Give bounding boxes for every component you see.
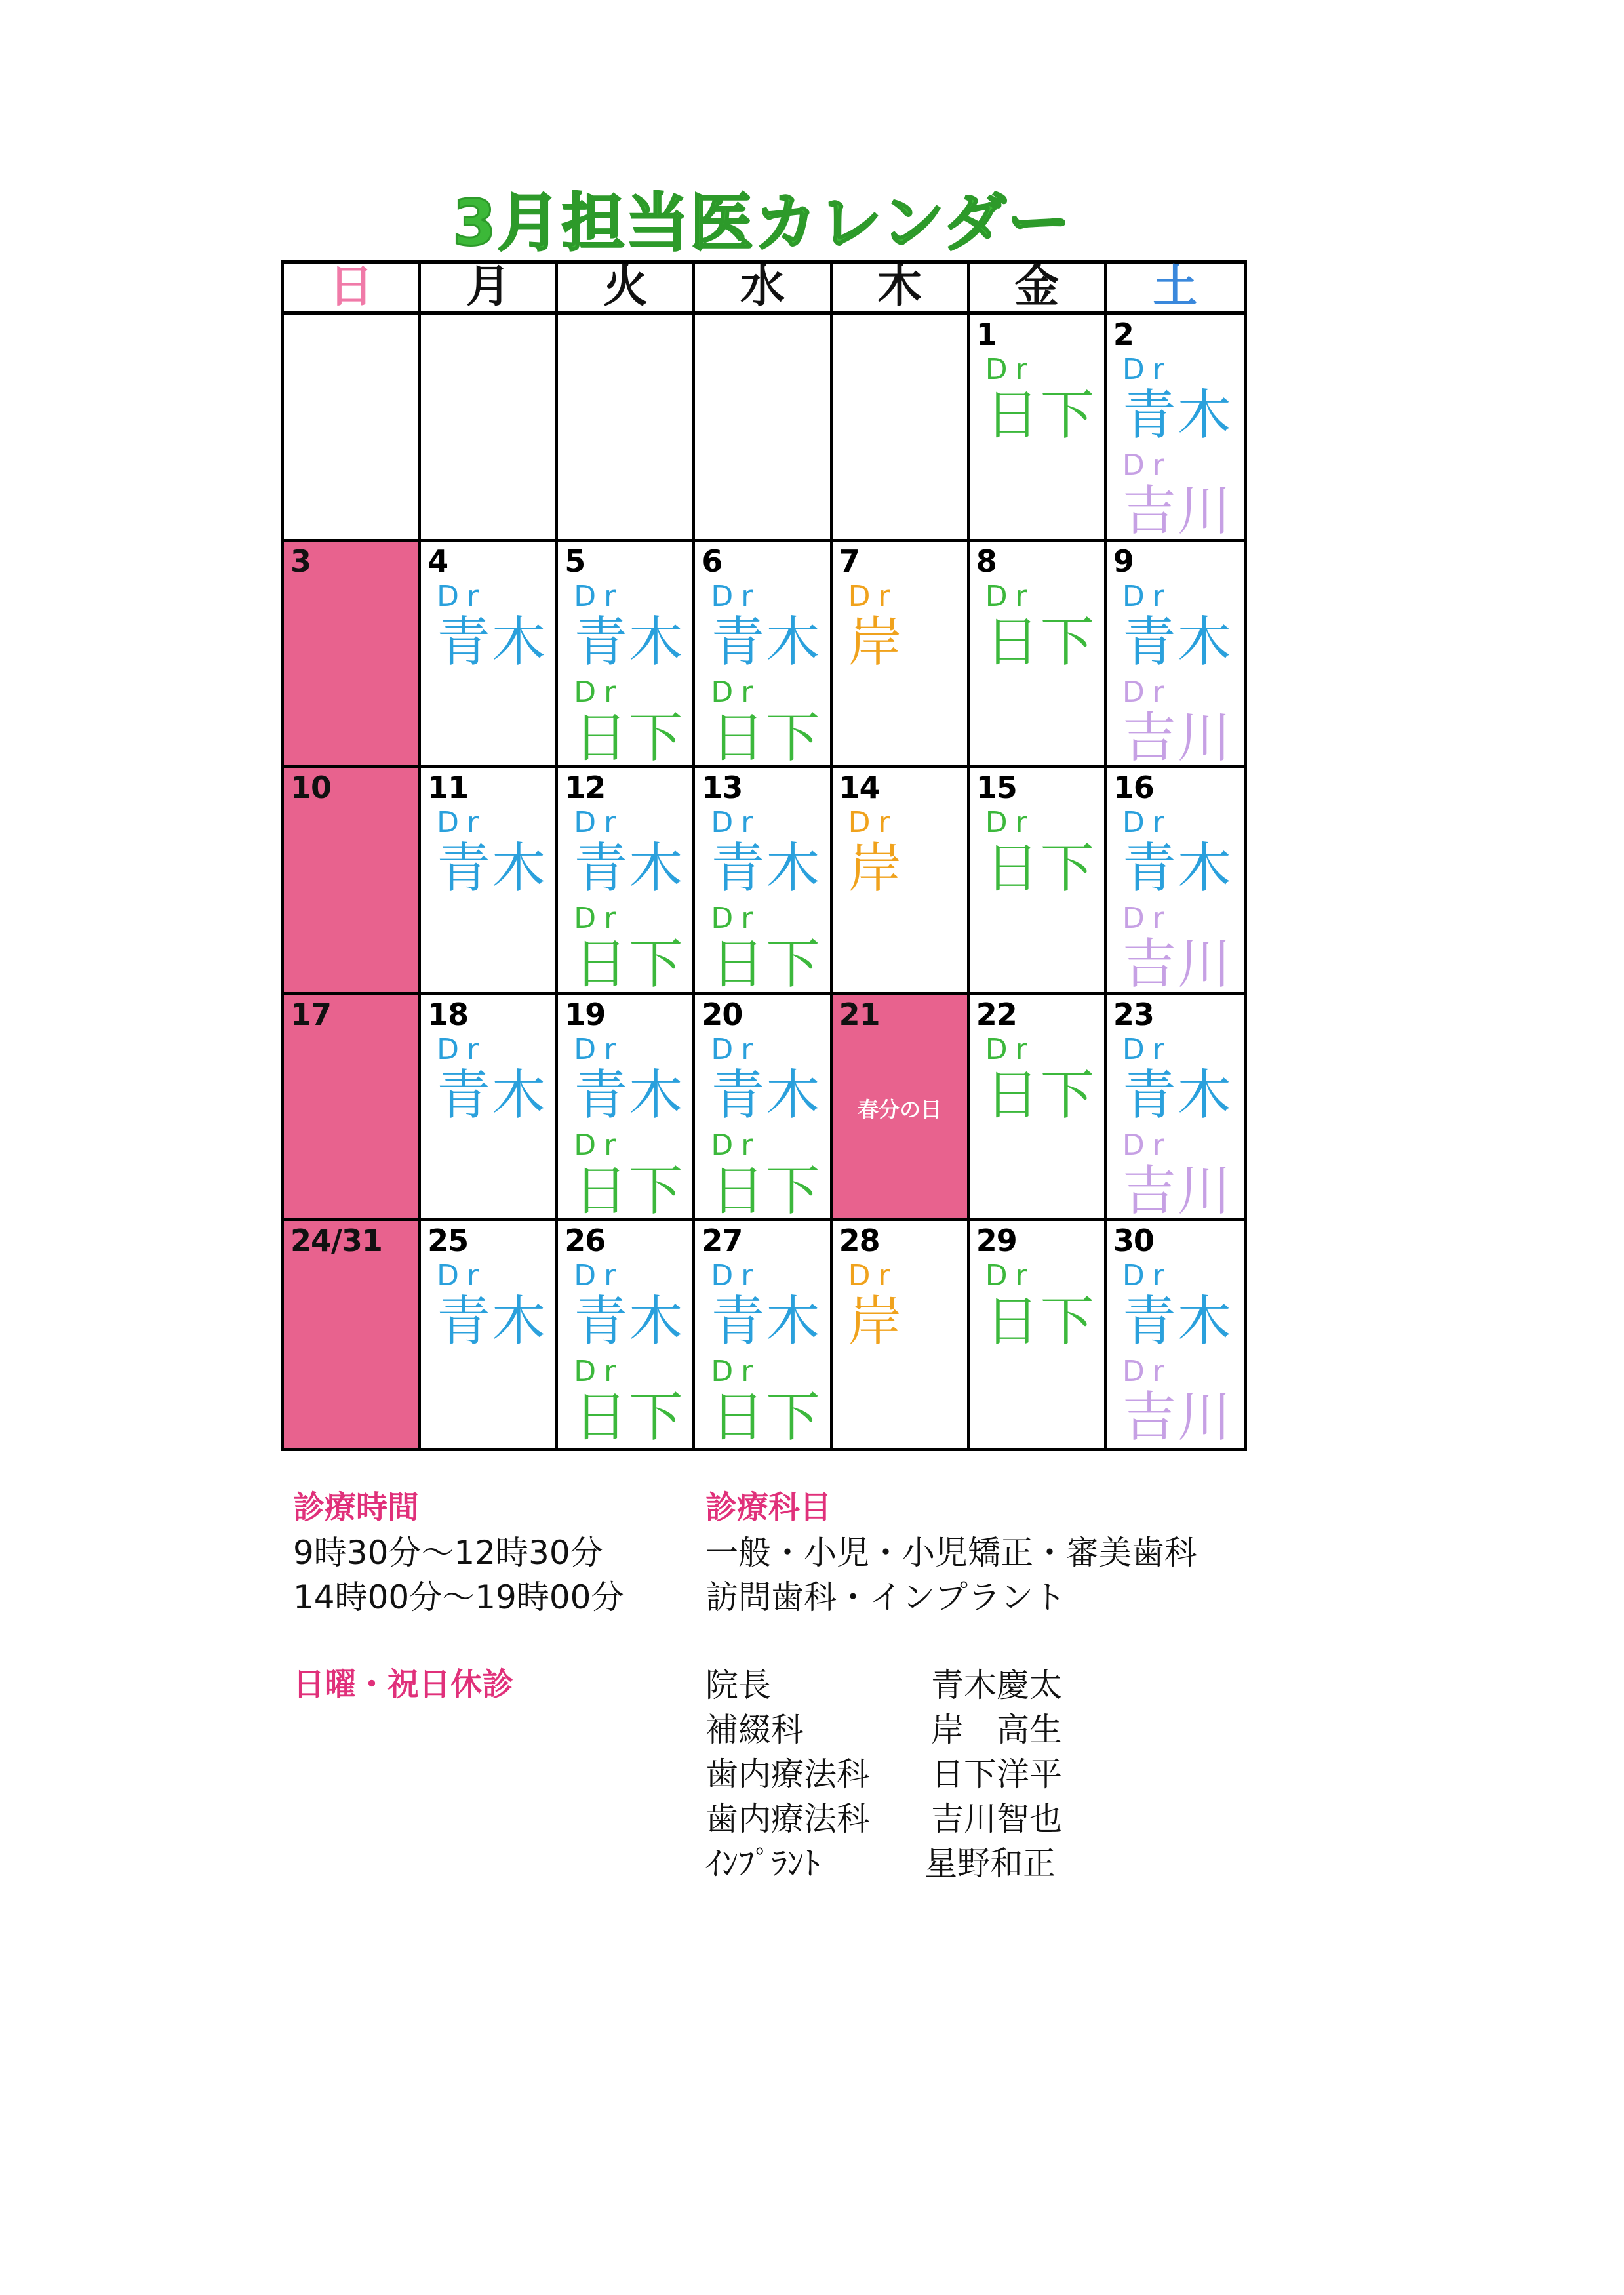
doctor-prefix: Dr (1122, 902, 1172, 936)
doctor-assignment (985, 1260, 1096, 1352)
day-number: 18 (427, 996, 469, 1032)
doctor-assignment (574, 903, 684, 995)
day-number: 23 (1113, 996, 1154, 1032)
doctor-name: 青木 (437, 1064, 547, 1127)
doctor-name: 日下 (985, 1064, 1096, 1127)
staff-name: 吉川智也 (931, 1800, 1062, 1838)
calendar-day-cell (970, 315, 1107, 542)
doctor-prefix: Dr (437, 1259, 487, 1293)
calendar-day-cell (284, 1221, 421, 1448)
doctor-name: 日下 (985, 837, 1096, 900)
day-number: 12 (564, 770, 606, 806)
doctor-prefix: Dr (711, 1355, 761, 1389)
doctor-name: 青木 (1122, 384, 1233, 447)
day-number: 22 (976, 996, 1017, 1032)
doctor-assignment (574, 1130, 684, 1222)
calendar-day-cell (284, 542, 421, 768)
doctor-name: 日下 (985, 1290, 1096, 1353)
doctor-assignment (848, 1260, 903, 1352)
day-number: 15 (976, 770, 1017, 806)
doctor-name: 青木 (1122, 1064, 1233, 1127)
doctor-name: 吉川 (1122, 706, 1233, 768)
calendar-day-cell (1107, 542, 1244, 768)
departments-line-1: 一般・小児・小児矯正・審美歯科 (705, 1534, 1197, 1572)
staff-role: 歯内療法科 (705, 1755, 869, 1793)
calendar-day-cell (284, 315, 421, 542)
doctor-prefix: Dr (985, 353, 1035, 386)
weekday-header: 金 (970, 264, 1107, 315)
doctor-prefix: Dr (711, 806, 761, 840)
doctor-name: 吉川 (1122, 480, 1233, 542)
calendar-day-cell (833, 315, 970, 542)
weekday-header: 火 (558, 264, 695, 315)
doctor-name: 青木 (1122, 610, 1233, 673)
calendar-day-cell (421, 768, 558, 995)
doctor-assignment (985, 581, 1096, 673)
doctor-name: 岸 (848, 1290, 903, 1353)
doctor-assignment (1122, 1260, 1233, 1352)
weekday-header: 日 (284, 264, 421, 315)
page-title: 3月担当医カレンダー (452, 186, 1072, 260)
day-number: 19 (564, 996, 606, 1032)
doctor-prefix: Dr (985, 1259, 1035, 1293)
day-number: 27 (702, 1223, 743, 1259)
doctor-assignment (1122, 450, 1233, 542)
calendar-day-cell (695, 995, 832, 1222)
calendar-day-cell (284, 995, 421, 1222)
doctor-prefix: Dr (711, 675, 761, 709)
day-number: 21 (839, 996, 880, 1032)
doctor-prefix: Dr (574, 579, 624, 613)
weekday-header: 土 (1107, 264, 1244, 315)
calendar-day-cell (558, 542, 695, 768)
doctor-prefix: Dr (437, 806, 487, 840)
closed-notice: 日曜・祝日休診 (293, 1666, 514, 1703)
day-number: 7 (839, 543, 860, 579)
hours-line-1: 9時30分～12時30分 (293, 1534, 603, 1572)
doctor-assignment (848, 807, 903, 899)
doctor-name: 青木 (1122, 1290, 1233, 1353)
calendar-day-cell (1107, 1221, 1244, 1448)
doctor-assignment (1122, 1034, 1233, 1126)
doctor-assignment (1122, 581, 1233, 673)
calendar-day-cell (833, 542, 970, 768)
doctor-prefix: Dr (1122, 449, 1172, 482)
doctor-assignment (437, 581, 547, 673)
doctor-assignment (1122, 1356, 1233, 1448)
doctor-prefix: Dr (848, 579, 898, 613)
calendar-day-cell (1107, 768, 1244, 995)
doctor-prefix: Dr (437, 579, 487, 613)
doctor-prefix: Dr (985, 1032, 1035, 1066)
doctor-prefix: Dr (1122, 353, 1172, 386)
day-number: 11 (427, 770, 469, 806)
doctor-assignment (711, 1260, 821, 1352)
staff-name: 日下洋平 (931, 1755, 1062, 1793)
day-number: 4 (427, 543, 448, 579)
doctor-assignment (711, 581, 821, 673)
calendar-day-cell (421, 995, 558, 1222)
day-number: 16 (1113, 770, 1154, 806)
day-number: 30 (1113, 1223, 1154, 1259)
calendar-day-cell (833, 768, 970, 995)
doctor-prefix: Dr (985, 579, 1035, 613)
calendar-day-cell (695, 315, 832, 542)
doctor-name: 青木 (711, 610, 822, 673)
weekday-header: 木 (833, 264, 970, 315)
doctor-name: 青木 (1122, 837, 1233, 900)
calendar-day-cell (558, 315, 695, 542)
doctor-assignment (574, 677, 684, 768)
day-number: 8 (976, 543, 997, 579)
hours-heading: 診療時間 (293, 1489, 420, 1526)
doctor-name: 青木 (711, 1064, 822, 1127)
day-number: 28 (839, 1223, 880, 1259)
doctor-prefix: Dr (574, 1355, 624, 1389)
doctor-name: 日下 (574, 1159, 684, 1222)
calendar-day-cell (558, 995, 695, 1222)
staff-name: 星野和正 (924, 1845, 1056, 1883)
doctor-prefix: Dr (1122, 806, 1172, 840)
doctor-name: 吉川 (1122, 1386, 1233, 1448)
doctor-assignment (574, 1260, 684, 1352)
hours-line-2: 14時00分～19時00分 (293, 1578, 624, 1616)
staff-name: 青木慶太 (931, 1666, 1062, 1704)
doctor-assignment (1122, 354, 1233, 446)
day-number: 24/31 (290, 1223, 382, 1259)
doctor-assignment (985, 354, 1096, 446)
doctor-prefix: Dr (1122, 579, 1172, 613)
doctor-assignment (711, 807, 821, 899)
doctor-prefix: Dr (1122, 1259, 1172, 1293)
doctor-assignment (574, 1034, 684, 1126)
doctor-assignment (437, 807, 547, 899)
departments-heading: 診療科目 (705, 1489, 832, 1526)
calendar-day-cell (421, 542, 558, 768)
calendar-day-cell (970, 995, 1107, 1222)
day-number: 25 (427, 1223, 469, 1259)
doctor-name: 青木 (574, 1064, 684, 1127)
day-number: 9 (1113, 543, 1134, 579)
day-number: 5 (564, 543, 585, 579)
doctor-prefix: Dr (711, 1032, 761, 1066)
doctor-assignment (985, 1034, 1096, 1126)
staff-role: 院長 (705, 1666, 771, 1704)
day-number: 14 (839, 770, 880, 806)
doctor-name: 日下 (711, 933, 822, 995)
doctor-name: 青木 (711, 837, 822, 900)
day-number: 2 (1113, 317, 1134, 352)
doctor-assignment (711, 1130, 821, 1222)
doctor-prefix: Dr (437, 1032, 487, 1066)
doctor-prefix: Dr (1122, 1355, 1172, 1389)
doctor-prefix: Dr (1122, 1032, 1172, 1066)
doctor-name: 日下 (985, 384, 1096, 447)
staff-name: 岸 高生 (931, 1711, 1062, 1749)
doctor-prefix: Dr (848, 1259, 898, 1293)
staff-role: ｲﾝﾌﾟﾗﾝﾄ (705, 1845, 820, 1883)
doctor-name: 青木 (437, 610, 547, 673)
doctor-name: 青木 (574, 837, 684, 900)
doctor-prefix: Dr (574, 902, 624, 936)
doctor-prefix: Dr (574, 675, 624, 709)
doctor-assignment (574, 1356, 684, 1448)
doctor-assignment (574, 581, 684, 673)
calendar-day-cell (1107, 315, 1244, 542)
doctor-prefix: Dr (711, 1259, 761, 1293)
doctor-name: 岸 (848, 610, 903, 673)
calendar-day-cell (833, 1221, 970, 1448)
doctor-prefix: Dr (574, 1032, 624, 1066)
doctor-assignment (711, 1356, 821, 1448)
doctor-prefix: Dr (985, 806, 1035, 840)
calendar-day-cell (970, 1221, 1107, 1448)
doctor-prefix: Dr (711, 1128, 761, 1162)
doctor-assignment (437, 1260, 547, 1352)
doctor-name: 日下 (574, 933, 684, 995)
doctor-name: 青木 (574, 1290, 684, 1353)
calendar-day-cell (421, 1221, 558, 1448)
doctor-prefix: Dr (711, 902, 761, 936)
weekday-header: 水 (695, 264, 832, 315)
calendar-day-cell (970, 542, 1107, 768)
holiday-name: 春分の日 (858, 1096, 942, 1122)
day-number: 20 (702, 996, 743, 1032)
day-number: 6 (702, 543, 723, 579)
day-number: 29 (976, 1223, 1017, 1259)
calendar-day-cell (833, 995, 970, 1222)
calendar-day-cell (558, 1221, 695, 1448)
doctor-assignment (848, 581, 903, 673)
doctor-assignment (437, 1034, 547, 1126)
calendar-day-cell (695, 1221, 832, 1448)
calendar-day-cell (970, 768, 1107, 995)
doctor-prefix: Dr (574, 1128, 624, 1162)
doctor-name: 吉川 (1122, 1159, 1233, 1222)
doctor-prefix: Dr (848, 806, 898, 840)
calendar-day-cell (284, 768, 421, 995)
calendar-day-cell (1107, 995, 1244, 1222)
doctor-assignment (711, 903, 821, 995)
doctor-assignment (1122, 903, 1233, 995)
doctor-name: 日下 (985, 610, 1096, 673)
doctor-assignment (1122, 1130, 1233, 1222)
doctor-name: 岸 (848, 837, 903, 900)
calendar-grid (281, 260, 1247, 1451)
doctor-assignment (985, 807, 1096, 899)
doctor-name: 日下 (711, 1159, 822, 1222)
doctor-assignment (711, 1034, 821, 1126)
doctor-assignment (1122, 807, 1233, 899)
day-number: 3 (290, 543, 311, 579)
staff-role: 補綴科 (705, 1711, 804, 1749)
calendar-day-cell (558, 768, 695, 995)
doctor-name: 日下 (574, 706, 684, 768)
doctor-prefix: Dr (1122, 1128, 1172, 1162)
doctor-assignment (1122, 677, 1233, 768)
calendar-day-cell (695, 542, 832, 768)
calendar-day-cell (421, 315, 558, 542)
weekday-header: 月 (421, 264, 558, 315)
doctor-name: 吉川 (1122, 933, 1233, 995)
day-number: 26 (564, 1223, 606, 1259)
staff-role: 歯内療法科 (705, 1800, 869, 1838)
doctor-assignment (711, 677, 821, 768)
doctor-prefix: Dr (1122, 675, 1172, 709)
calendar-day-cell (695, 768, 832, 995)
doctor-prefix: Dr (711, 579, 761, 613)
doctor-name: 青木 (437, 837, 547, 900)
doctor-prefix: Dr (574, 806, 624, 840)
doctor-prefix: Dr (574, 1259, 624, 1293)
day-number: 10 (290, 770, 332, 806)
doctor-assignment (574, 807, 684, 899)
day-number: 13 (702, 770, 743, 806)
day-number: 1 (976, 317, 997, 352)
departments-line-2: 訪問歯科・インプラント (705, 1578, 1066, 1616)
doctor-name: 青木 (437, 1290, 547, 1353)
doctor-name: 日下 (574, 1386, 684, 1448)
doctor-name: 青木 (711, 1290, 822, 1353)
doctor-name: 日下 (711, 1386, 822, 1448)
doctor-name: 日下 (711, 706, 822, 768)
day-number: 17 (290, 996, 332, 1032)
doctor-name: 青木 (574, 610, 684, 673)
